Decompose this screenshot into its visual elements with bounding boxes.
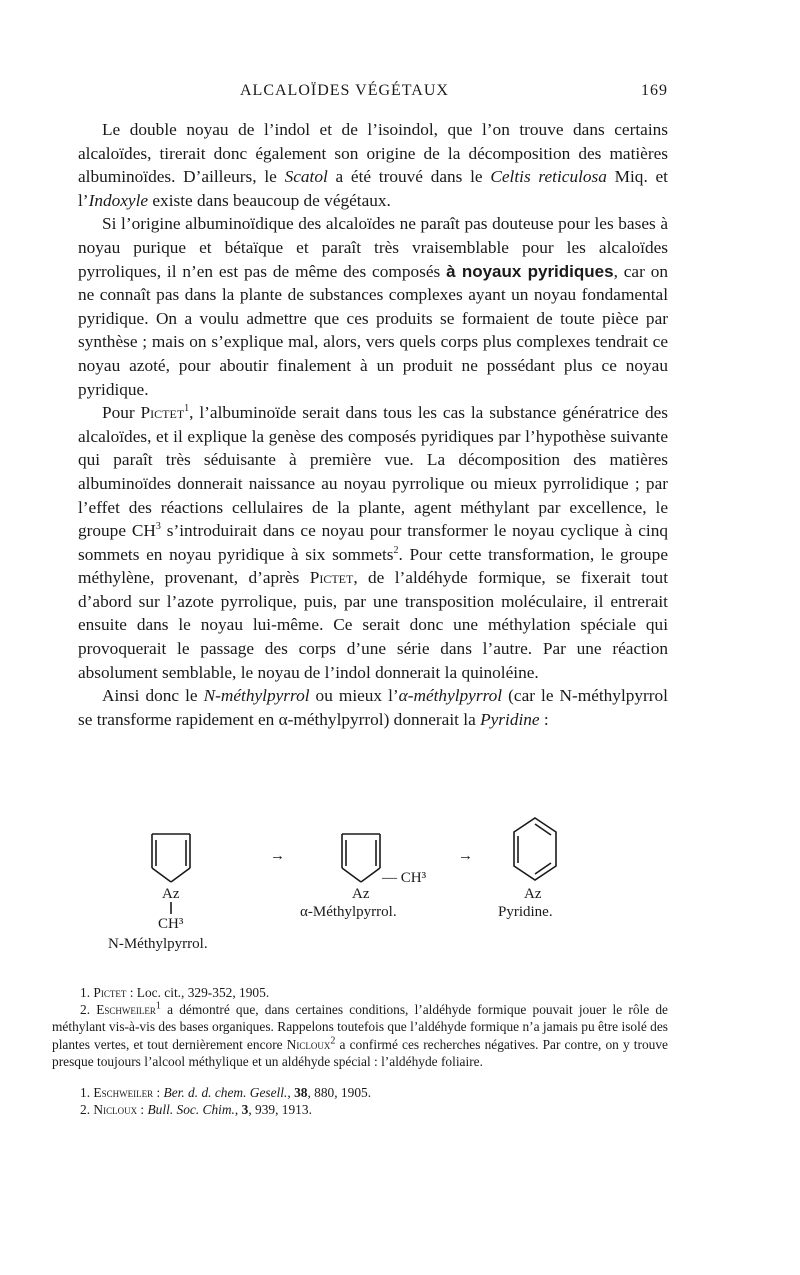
- label-ch3-1: CH³: [158, 916, 184, 932]
- label-az-1: Az: [162, 886, 180, 902]
- footnote-1: 1. Pictet : Loc. cit., 329-352, 1905.: [80, 985, 270, 1000]
- alpha-methylpyrrole-ring: [342, 834, 380, 882]
- label-az-2: Az: [352, 886, 370, 902]
- paragraph-2: Si l’origine albuminoïdique des alcaloïdes ne paraît pas douteuse pour les bases à noyau purique et bétaïque et paraît très vraisemblable pour les alcaloïdes pyrroliques, il n’en est pas de même des composés à noyaux pyridiques, car on ne connaît pas dans la plante de substances complexes ayant un noyau fondamental pyridique. On a voulu admettre que ces produits se formaient de toute pièce par synthèse ; mais on s’explique mal, alors, vers quels corps plus complexes tendrait ce noyau azoté, pour aboutir finalement à un produit ne possédant plus ce noyau pyridique.: [78, 214, 669, 399]
- body-text: [78, 118, 668, 731]
- arrow-2: →: [458, 848, 473, 864]
- label-pyridine: Pyridine.: [498, 904, 553, 920]
- label-n-methylpyrrol: N-Méthylpyrrol.: [108, 936, 208, 952]
- page-number: 169: [641, 82, 668, 99]
- chemical-diagram: [90, 812, 610, 962]
- paragraph-1: Le double noyau de l’indol et de l’isoindol, que l’on trouve dans certains alcaloïdes, tirerait donc également son origine de la décomposition des matières albuminoïdes. D’ailleurs, le Scatol a été trouvé dans le Celtis reticulosa Miq. et l’Indoxyle existe dans beaucoup de végétaux.: [78, 120, 668, 210]
- subfootnote-1: 1. Eschweiler : Ber. d. d. chem. Gesell., 38, 880, 1905.: [80, 1085, 372, 1101]
- running-head: [80, 82, 668, 104]
- arrow-1: →: [270, 848, 285, 864]
- footnotes: [52, 984, 668, 1118]
- paragraph-3: Pour Pictet$^1$, l’albuminoïde serait dans tous les cas la substance génératrice des alcaloïdes, et il explique la genèse des composés pyridiques par l’hypothèse suivante qui paraît très séduisante à première vue. La décomposition des matières albuminoïdes donnerait naissance au noyau pyrrolique ou mieux pyrrolidique ; par l’effet des réactions cellulaires de la plante, agent méthylant par excellence, le groupe $CH^3$ s’introduirait dans ce noyau pour transformer le noyau cyclique à cinq sommets en noyau pyridique à six sommets$^2$. Pour cette transformation, le groupe méthylène, provenant, d’après Pictet, de l’aldéhyde formique, se fixerait tout d’abord sur l’azote pyrrolique, puis, par une transposition moléculaire, il entrerait ensuite dans le noyau lui-même. Ce serait donc une méthylation spéciale qui provoquerait le passage des corps d’une série dans l’autre. Par une réaction absolument semblable, le noyau de l’indol donnerait la quinoléine.: [78, 403, 668, 682]
- pyridine-ring: [514, 818, 556, 880]
- running-title: ALCALOÏDES VÉGÉTAUX: [240, 82, 449, 99]
- label-alpha-methylpyrrol: α-Méthylpyrrol.: [300, 904, 397, 920]
- footnote-2: 2. Eschweiler$^1$ a démontré que, dans certaines conditions, l’aldéhyde formique pouvait jouer le rôle de méthylant vis-à-vis des bases organiques. Rappelons toutefois que l’aldéhyde formique n’a jamais pu être isolé des plantes vertes, et tout dernièrement encore Nicloux$^2$ a confirmé ces recherches négatives. Par contre, on y trouve presque toujours l’alcool méthylique et un aldéhyde spécial : l’aldéhyde foliaire.: [52, 1000, 668, 1069]
- label-az-3: Az: [524, 886, 542, 902]
- paragraph-4: Ainsi donc le N-méthylpyrrol ou mieux l’α-méthylpyrrol (car le N-méthylpyrrol se transforme rapidement en α-méthylpyrrol) donnerait la Pyridine :: [78, 686, 668, 729]
- subfootnote-2: 2. Nicloux : Bull. Soc. Chim., 3, 939, 1913.: [80, 1102, 312, 1118]
- label-ch3-2: — CH³: [382, 870, 427, 886]
